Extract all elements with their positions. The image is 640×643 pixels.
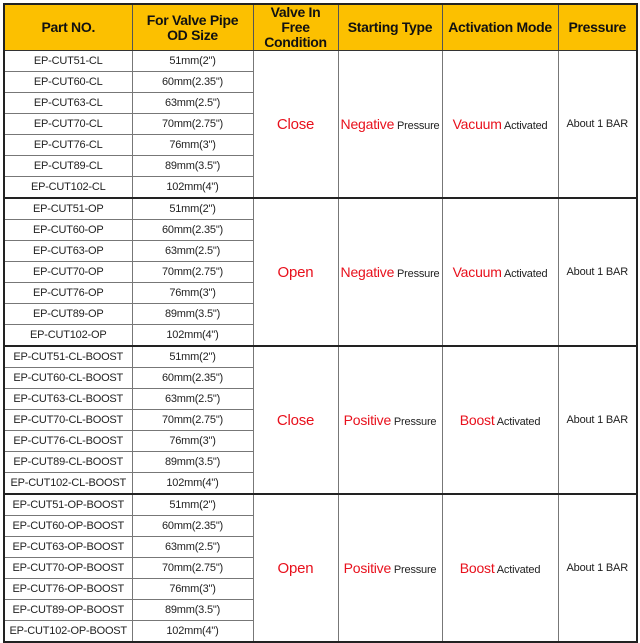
activation-keyword: Boost	[459, 560, 495, 576]
part-number-cell: EP-CUT89-CL-BOOST	[4, 452, 132, 473]
activation-keyword: Vacuum	[452, 116, 502, 132]
part-number-cell: EP-CUT51-OP-BOOST	[4, 494, 132, 516]
activation-suffix: Activated	[503, 120, 548, 132]
od-size-cell: 60mm(2.35")	[132, 516, 253, 537]
part-number-cell: EP-CUT89-OP-BOOST	[4, 600, 132, 621]
valve-spec-table	[3, 3, 638, 643]
activation-mode-cell	[442, 346, 558, 494]
od-size-cell: 76mm(3")	[132, 283, 253, 304]
od-size-cell: 102mm(4")	[132, 325, 253, 347]
starting-type-suffix: Pressure	[393, 564, 437, 576]
od-size-cell: 76mm(3")	[132, 431, 253, 452]
activation-keyword: Vacuum	[452, 264, 502, 280]
starting-type-suffix: Pressure	[397, 268, 440, 280]
header-free-condition-line2: Condition	[264, 34, 327, 50]
part-number-cell: EP-CUT102-OP	[4, 325, 132, 347]
part-number-cell: EP-CUT70-OP	[4, 262, 132, 283]
part-number-cell: EP-CUT63-OP-BOOST	[4, 537, 132, 558]
header-part-no: Part NO.	[4, 4, 132, 51]
free-condition-cell	[253, 198, 338, 346]
activation-suffix: Activated	[496, 564, 541, 576]
starting-type-suffix: Pressure	[397, 120, 440, 132]
part-number-cell: EP-CUT102-OP-BOOST	[4, 621, 132, 643]
starting-type-keyword: Negative	[340, 116, 395, 132]
part-number-cell: EP-CUT60-OP-BOOST	[4, 516, 132, 537]
header-pressure: Pressure	[558, 4, 637, 51]
od-size-cell: 60mm(2.35")	[132, 72, 253, 93]
header-free-condition-line1: Valve In Free	[270, 4, 321, 35]
starting-type-cell	[338, 51, 442, 199]
part-number-cell: EP-CUT70-CL-BOOST	[4, 410, 132, 431]
starting-type-cell	[338, 346, 442, 494]
table-row	[4, 198, 637, 220]
part-number-cell: EP-CUT89-CL	[4, 156, 132, 177]
od-size-cell: 70mm(2.75")	[132, 262, 253, 283]
pressure-cell: About 1 BAR	[558, 198, 637, 346]
starting-type-keyword: Negative	[340, 264, 395, 280]
table-row	[4, 346, 637, 368]
od-size-cell: 89mm(3.5")	[132, 304, 253, 325]
activation-keyword: Boost	[459, 412, 495, 428]
od-size-cell: 51mm(2")	[132, 198, 253, 220]
pressure-cell: About 1 BAR	[558, 346, 637, 494]
part-number-cell: EP-CUT70-OP-BOOST	[4, 558, 132, 579]
free-condition-cell	[253, 346, 338, 494]
od-size-cell: 51mm(2")	[132, 346, 253, 368]
part-number-cell: EP-CUT76-OP	[4, 283, 132, 304]
od-size-cell: 76mm(3")	[132, 579, 253, 600]
part-number-cell: EP-CUT102-CL	[4, 177, 132, 199]
part-number-cell: EP-CUT63-CL-BOOST	[4, 389, 132, 410]
header-starting-type: Starting Type	[338, 4, 442, 51]
activation-mode-cell	[442, 494, 558, 642]
activation-mode-cell	[442, 51, 558, 199]
od-size-cell: 70mm(2.75")	[132, 410, 253, 431]
part-number-cell: EP-CUT51-CL-BOOST	[4, 346, 132, 368]
od-size-cell: 76mm(3")	[132, 135, 253, 156]
starting-type-suffix: Pressure	[393, 416, 437, 428]
part-number-cell: EP-CUT51-CL	[4, 51, 132, 72]
table-body	[4, 51, 637, 643]
od-size-cell: 60mm(2.35")	[132, 220, 253, 241]
table-row	[4, 494, 637, 516]
part-number-cell: EP-CUT76-CL-BOOST	[4, 431, 132, 452]
starting-type-keyword: Positive	[343, 560, 392, 576]
pressure-cell: About 1 BAR	[558, 51, 637, 199]
od-size-cell: 60mm(2.35")	[132, 368, 253, 389]
free-condition-cell	[253, 494, 338, 642]
part-number-cell: EP-CUT76-CL	[4, 135, 132, 156]
free-condition-value: Close	[276, 115, 315, 133]
starting-type-cell	[338, 494, 442, 642]
header-od-size-line2: OD Size	[167, 26, 218, 43]
free-condition-value: Open	[277, 263, 314, 281]
od-size-cell: 63mm(2.5")	[132, 241, 253, 262]
od-size-cell: 63mm(2.5")	[132, 537, 253, 558]
part-number-cell: EP-CUT70-CL	[4, 114, 132, 135]
activation-suffix: Activated	[496, 416, 541, 428]
part-number-cell: EP-CUT60-OP	[4, 220, 132, 241]
header-activation-mode: Activation Mode	[442, 4, 558, 51]
od-size-cell: 102mm(4")	[132, 177, 253, 199]
free-condition-value: Open	[277, 559, 314, 577]
part-number-cell: EP-CUT60-CL	[4, 72, 132, 93]
od-size-cell: 70mm(2.75")	[132, 558, 253, 579]
part-number-cell: EP-CUT89-OP	[4, 304, 132, 325]
od-size-cell: 89mm(3.5")	[132, 452, 253, 473]
od-size-cell: 63mm(2.5")	[132, 389, 253, 410]
table-row	[4, 51, 637, 72]
header-free-condition	[253, 4, 338, 51]
part-number-cell: EP-CUT60-CL-BOOST	[4, 368, 132, 389]
activation-mode-cell	[442, 198, 558, 346]
od-size-cell: 63mm(2.5")	[132, 93, 253, 114]
od-size-cell: 51mm(2")	[132, 494, 253, 516]
starting-type-keyword: Positive	[343, 412, 392, 428]
header-od-size-line1: For Valve Pipe	[146, 11, 239, 28]
free-condition-cell	[253, 51, 338, 199]
part-number-cell: EP-CUT76-OP-BOOST	[4, 579, 132, 600]
header-row	[4, 4, 637, 51]
od-size-cell: 89mm(3.5")	[132, 600, 253, 621]
part-number-cell: EP-CUT102-CL-BOOST	[4, 473, 132, 495]
od-size-cell: 102mm(4")	[132, 473, 253, 495]
starting-type-cell	[338, 198, 442, 346]
od-size-cell: 51mm(2")	[132, 51, 253, 72]
part-number-cell: EP-CUT63-OP	[4, 241, 132, 262]
activation-suffix: Activated	[503, 268, 548, 280]
part-number-cell: EP-CUT63-CL	[4, 93, 132, 114]
od-size-cell: 102mm(4")	[132, 621, 253, 643]
header-od-size	[132, 4, 253, 51]
part-number-cell: EP-CUT51-OP	[4, 198, 132, 220]
free-condition-value: Close	[276, 411, 315, 429]
od-size-cell: 70mm(2.75")	[132, 114, 253, 135]
od-size-cell: 89mm(3.5")	[132, 156, 253, 177]
pressure-cell: About 1 BAR	[558, 494, 637, 642]
